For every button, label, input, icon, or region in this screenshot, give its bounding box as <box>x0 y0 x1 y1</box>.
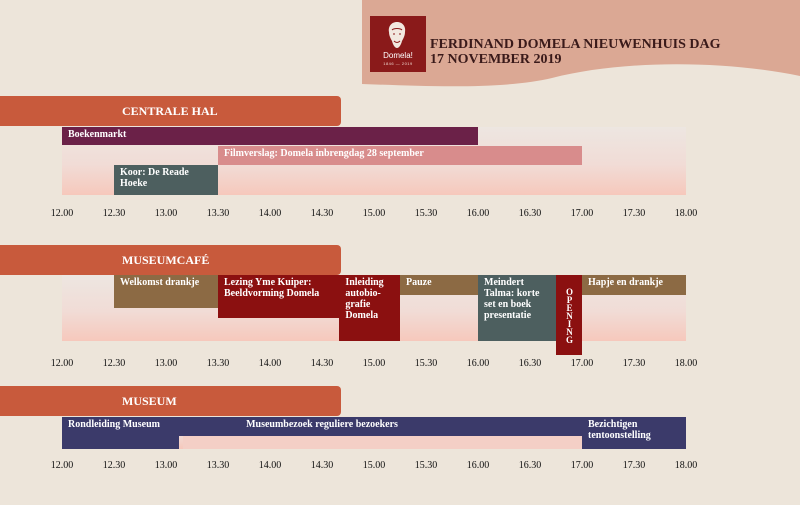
time-tick-label: 16.00 <box>466 460 490 471</box>
time-tick-label: 14.30 <box>310 358 334 369</box>
time-tick-label: 18.00 <box>674 358 698 369</box>
time-tick-label: 13.00 <box>154 460 178 471</box>
event-centrale-hal-2: Filmverslag: Domela inbrengdag 28 september <box>218 146 582 165</box>
event-museumcafe-5: Meindert Talma: korte set en boek presentatie <box>478 275 556 341</box>
time-tick-label: 15.30 <box>414 460 438 471</box>
time-tick-label: 14.30 <box>310 460 334 471</box>
time-tick-label: 15.00 <box>362 358 386 369</box>
time-tick-label: 16.30 <box>518 460 542 471</box>
logo-name: Domela! <box>383 51 413 60</box>
section-header-museumcafe: MUSEUMCAFÉ <box>0 245 341 275</box>
event-museumcafe-2: Lezing Yme Kuiper: Beeldvorming Domela <box>218 275 339 318</box>
time-tick-label: 18.00 <box>674 460 698 471</box>
event-label: OPENING <box>564 287 575 343</box>
event-museumcafe-1: Welkomst drankje <box>114 275 218 308</box>
time-tick-label: 15.30 <box>414 208 438 219</box>
time-tick-label: 16.00 <box>466 208 490 219</box>
time-tick-label: 13.30 <box>206 358 230 369</box>
section-header-centrale-hal: CENTRALE HAL <box>0 96 341 126</box>
time-tick-label: 12.00 <box>50 208 74 219</box>
time-tick-label: 16.30 <box>518 358 542 369</box>
page-title: FERDINAND DOMELA NIEUWENHUIS DAG <box>430 37 721 52</box>
event-museum-3: Bezichtigen tentoonstelling <box>582 417 686 449</box>
time-tick-label: 12.00 <box>50 460 74 471</box>
event-centrale-hal-3: Koor: De Reade Hoeke <box>114 165 218 195</box>
page-date: 17 NOVEMBER 2019 <box>430 52 562 67</box>
time-tick-label: 12.00 <box>50 358 74 369</box>
time-tick-label: 14.00 <box>258 460 282 471</box>
time-tick-label: 17.30 <box>622 208 646 219</box>
event-museumcafe-3: Inleiding autobio-grafie Domela <box>339 275 400 341</box>
time-tick-label: 16.30 <box>518 208 542 219</box>
time-tick-label: 12.30 <box>102 460 126 471</box>
time-tick-label: 17.00 <box>570 208 594 219</box>
time-tick-label: 15.00 <box>362 208 386 219</box>
time-tick-label: 17.00 <box>570 460 594 471</box>
time-tick-label: 14.30 <box>310 208 334 219</box>
time-tick-label: 12.30 <box>102 208 126 219</box>
time-tick-label: 16.00 <box>466 358 490 369</box>
time-tick-label: 17.30 <box>622 358 646 369</box>
time-tick-label: 14.00 <box>258 358 282 369</box>
time-tick-label: 14.00 <box>258 208 282 219</box>
time-tick-label: 17.00 <box>570 358 594 369</box>
event-museumcafe-6 <box>556 275 582 355</box>
time-tick-label: 12.30 <box>102 358 126 369</box>
portrait-icon <box>384 20 410 50</box>
time-tick-label: 13.30 <box>206 208 230 219</box>
event-museum-1: Rondleiding Museum <box>62 417 179 449</box>
museum-track-gap <box>183 436 582 449</box>
event-centrale-hal-1: Boekenmarkt <box>62 127 478 145</box>
time-tick-label: 18.00 <box>674 208 698 219</box>
time-tick-label: 15.00 <box>362 460 386 471</box>
time-tick-label: 17.30 <box>622 460 646 471</box>
event-museum-2: Museumbezoek reguliere bezoekers <box>62 417 582 436</box>
logo-years: 1846 — 2019 <box>383 61 413 66</box>
event-museumcafe-7: Hapje en drankje <box>582 275 686 295</box>
event-museumcafe-4: Pauze <box>400 275 478 295</box>
time-tick-label: 15.30 <box>414 358 438 369</box>
time-tick-label: 13.30 <box>206 460 230 471</box>
time-tick-label: 13.00 <box>154 208 178 219</box>
time-tick-label: 13.00 <box>154 358 178 369</box>
section-header-museum: MUSEUM <box>0 386 341 416</box>
